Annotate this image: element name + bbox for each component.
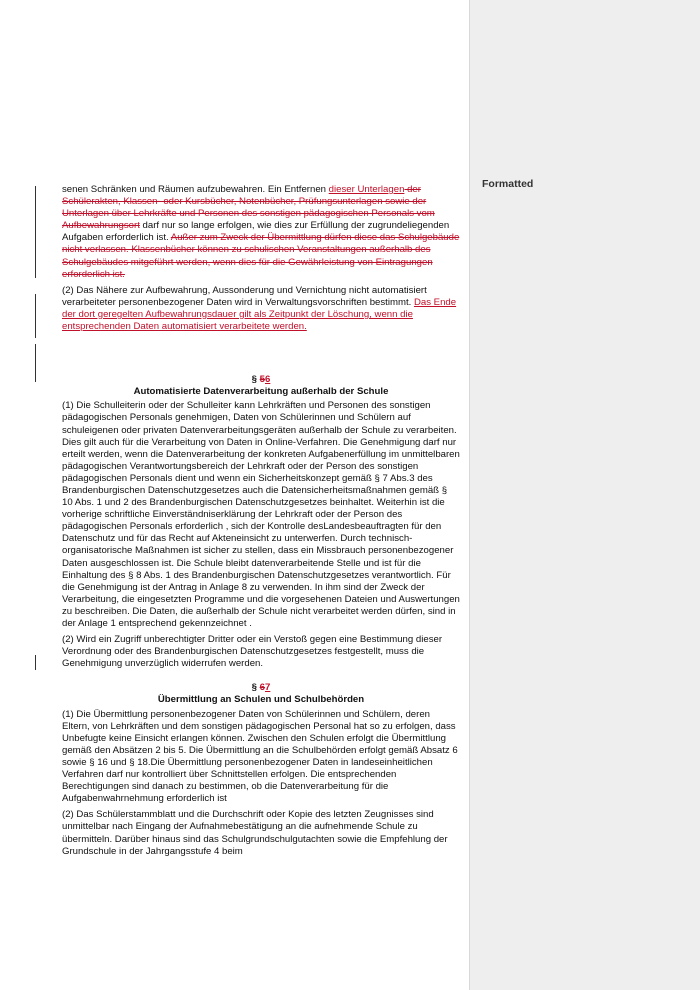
change-bar [35, 344, 36, 382]
text-run: (2) Das Nähere zur Aufbewahrung, Aussonderung und Vernichtung nicht automatisiert verarbeiteter personenbezogener Daten wird in Verwaltungsvorschriften bestimmt. [62, 284, 427, 308]
change-bar [35, 294, 36, 338]
deleted-text: Außer zum Zweck der Übermittlung dürfen diese das Schulgebäude nicht verlassen. Klassenbücher können zu schulischen Veranstaltungen außerhalb des Schulgebäudes mitgeführt werden, wenn dies für die Gewährleistung von Eintragungen erforderlich ist. [62, 232, 460, 280]
section-title: Übermittlung an Schulen und Schulbehörden [157, 694, 365, 706]
document-body [62, 184, 460, 862]
formatted-label: Formatted [482, 178, 534, 190]
inserted-text: Das Ende der dort geregelten Aufbewahrungsdauer gilt als Zeitpunkt der Löschung, wenn die entsprechenden Daten automatisiert verarbeitete werden. [62, 296, 457, 333]
deleted-text: 6 [259, 682, 265, 694]
paragraph: (2) Das Schülerstammblatt und die Durchschrift oder Kopie des letzten Zeugnisses sind unmittelbar nach Eingang der Aufnahmebestätigung an die aufnehmende Schule zu übermitteln. Darüber hinaus sind das Schulgrundschulgutachten sowie die Empfehlung der Grundschule in der Jahrgangsstufe 4 beim [62, 809, 448, 857]
paragraph: (2) Wird ein Zugriff unberechtigter Dritter oder ein Verstoß gegen eine Bestimmung dieser Verordnung oder des Brandenburgischen Datenschutzgesetzes festgestellt, muss die Genehmigung unverzüglich widerrufen werden. [62, 634, 443, 670]
paragraph-storage [62, 184, 460, 281]
paragraph: (1) Die Übermittlung personenbezogener Daten von Schülerinnen und Schülern, deren Eltern, von Lehrkräften und dem sonstigen pädagogischen Personal hat so zu erfolgen, dass Unbefugte keine Einsicht erlangen können. Zwischen den Schulen erfolgt die Übermittlung gemäß den Absätzen 2 bis 5. Die Übermittlung an die Schulbehörden erfolgt gemäß Absatz 6 sowie § 16 und § 18.Die Übermittlung personenbezogener Daten in landeseinheitlichen Verfahren darf nur kontrolliert über Schnittstellen erfolgen. Die entsprechenden Berechtigungen sind danach zu bestimmen, ob die Datenverarbeitung für die Aufgabenwahrnehmung erforderlich ist [62, 708, 458, 805]
text-run: senen Schränken und Räumen aufzubewahren. Ein Entfernen [62, 184, 329, 195]
section-number: § 56 [251, 374, 271, 386]
comments-pane [469, 0, 700, 990]
paragraph: (1) Die Schulleiterin oder der Schulleiter kann Lehrkräften und Personen des sonstigen pädagogischen Personals genehmigen, Daten von Schülerinnen und Schülern auf schuleigenen oder privaten Datenverarbeitungsgeräten außerhalb der Schule zu verarbeiten. Dies gilt auch für die Verarbeitung von Daten in Online-Verfahren. Die Genehmigung darf nur erteilt werden, wenn die Datenverarbeitung der konkreten Aufgabenerfüllung im unmittelbaren pädagogischen Verantwortungsbereich der Lehrkraft oder der Person des sonstigen pädagogischen Personals dient und wenn ein Sicherheitskonzept gemäß § 7 Abs.3 des Brandenburgischen Datenschutzgesetzes auch die Datensicherheitsmaßnahmen gemäß § 10 Abs. 1 und 2 des Brandenburgischen Datenschutzgesetzes beinhaltet. Weiterhin ist die vorherige schriftliche Einverständniserklärung der Lehrkraft oder der Person des pädagogischen Personals erforderlich , sich der Kontrolle desLandesbeauftragten für den Datenschutz und für das Recht auf Akteneinsicht zu unterwerfen. Durch technisch-organisatorische Maßnahmen ist sicher zu stellen, dass ein Missbrauch personenbezogener Daten ausgeschlossen ist. Die Schule bleibt datenverarbeitende Stelle und ist für die Einhaltung des § 8 Abs. 1 des Brandenburgischen Datenschutzgesetzes verantwortlich. Für die Genehmigung ist der Antrag in Anlage 8 zu verwenden. In ihm sind der Zweck der Verarbeitung, die eingesetzten Programme und die vorgesehenen Dateien und Auswertungen zu beschreiben. Die Daten, die außerhalb der Schule nicht verarbeitet werden dürfen, sind in der Anlage 1 entsprechend gekennzeichnet . [62, 400, 460, 629]
paragraph-retention [62, 285, 460, 333]
deleted-text: 5 [259, 374, 265, 386]
text-run: darf nur so lange erfolgen, wie dies zur Erfüllung der zugrundeliegenden Aufgaben erforderlich ist. [62, 220, 450, 244]
change-bar [35, 655, 36, 670]
deleted-text: der Schülerakten, Klassen- oder Kursbücher, Notenbücher, Prüfungsunterlagen sowie der Unterlagen über Lehrkräfte und Personen des sonstigen pädagogischen Personals vom Aufbewahrungsort [62, 184, 435, 232]
inserted-text: 7 [265, 682, 271, 694]
section-title: Automatisierte Datenverarbeitung außerhalb der Schule [133, 386, 389, 398]
inserted-text: 6 [265, 374, 271, 386]
change-bar [35, 186, 36, 278]
inserted-text: dieser Unterlagen [328, 184, 405, 195]
section-number: § 67 [251, 682, 271, 694]
